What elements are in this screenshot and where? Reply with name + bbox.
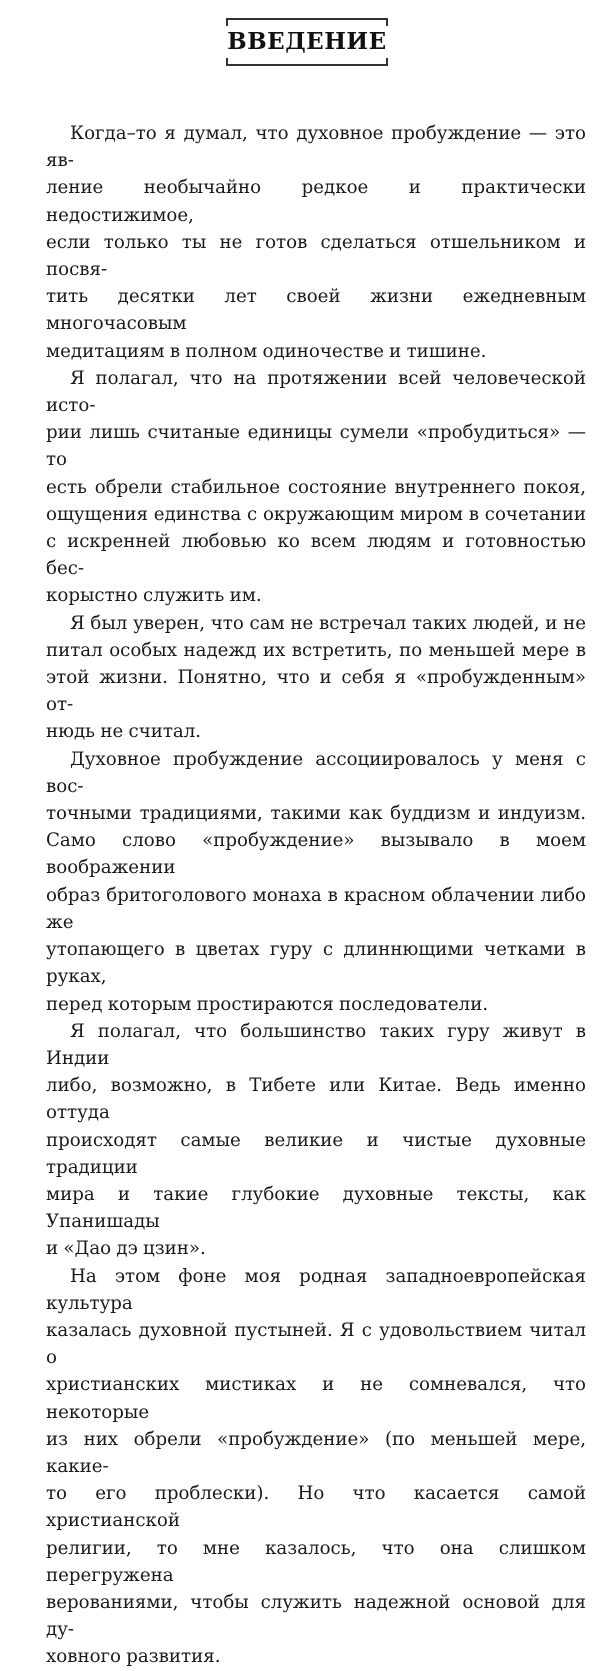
text-line: корыстно служить им.: [46, 585, 262, 607]
text-line: этой жизни. Понятно, что и себя я «пробужденным» от-: [46, 667, 586, 716]
text-line: если только ты не готов сделаться отшельником и посвя-: [46, 231, 586, 281]
text-line: перед которым простираются последователи.: [46, 993, 489, 1015]
text-line: религии, то мне казалось, что она слишком перегружена: [46, 1537, 586, 1586]
paragraph: [46, 365, 586, 610]
text-line: происходят самые великие и чистые духовные традиции: [46, 1129, 586, 1178]
body-text: [46, 120, 586, 1671]
chapter-title: ВВЕДЕНИЕ: [227, 28, 387, 55]
paragraph: [46, 1263, 586, 1671]
text-line: образ бритоголового монаха в красном облачении либо же: [46, 884, 586, 933]
text-line: верованиями, чтобы служить надежной основой для ду-: [46, 1591, 586, 1641]
text-line: рии лишь считаные единицы сумели «пробудиться» — то: [46, 422, 586, 471]
text-line: ховного развития.: [46, 1646, 221, 1668]
text-line: то его проблески). Но что касается самой христианской: [46, 1483, 586, 1532]
text-line: из них обрели «пробуждение» (по меньшей мере, какие-: [46, 1428, 586, 1477]
text-line: На этом фоне моя родная западноевропейская культура: [46, 1265, 586, 1314]
text-line: Я полагал, что на протяжении всей человеческой исто-: [46, 367, 586, 417]
text-line: точными традициями, такими как буддизм и индуизм.: [46, 803, 586, 825]
text-line: Я был уверен, что сам не встречал таких людей, и не: [70, 612, 586, 634]
text-line: Само слово «пробуждение» вызывало в моем воображении: [46, 830, 586, 879]
text-line: питал особых надежд их встретить, по меньшей мере в: [46, 639, 586, 661]
text-line: есть обрели стабильное состояние внутреннего покоя,: [46, 476, 586, 498]
text-line: медитациям в полном одиночестве и тишине.: [46, 340, 487, 362]
paragraph: [46, 120, 586, 365]
text-line: казалась духовной пустыней. Я с удовольствием читал о: [46, 1319, 586, 1369]
text-line: нюдь не считал.: [46, 721, 202, 743]
text-line: Духовное пробуждение ассоциировалось у меня с вос-: [46, 748, 586, 797]
text-line: мира и такие глубокие духовные тексты, как Упанишады: [46, 1183, 586, 1233]
text-line: либо, возможно, в Тибете или Китае. Ведь именно оттуда: [46, 1075, 586, 1124]
text-line: Когда–то я думал, что духовное пробуждение — это яв-: [46, 123, 586, 172]
text-line: христианских мистиках и не сомневался, что некоторые: [46, 1374, 586, 1423]
text-line: с искренней любовью ко всем людям и готовностью бес-: [46, 531, 586, 580]
text-line: Я полагал, что большинство таких гуру живут в Индии: [46, 1020, 586, 1069]
text-line: тить десятки лет своей жизни ежедневным многочасовым: [46, 286, 586, 335]
paragraph: [46, 610, 586, 746]
paragraph: [46, 746, 586, 1018]
text-line: ление необычайно редкое и практически недостижимое,: [46, 177, 586, 226]
paragraph: [46, 1018, 586, 1263]
chapter-heading-frame: [226, 18, 388, 66]
text-line: ощущения единства с окружающим миром в сочетании: [46, 503, 586, 525]
text-line: утопающего в цветах гуру с длиннющими четками в руках,: [46, 939, 586, 988]
text-line: и «Дао дэ цзин».: [46, 1238, 206, 1260]
